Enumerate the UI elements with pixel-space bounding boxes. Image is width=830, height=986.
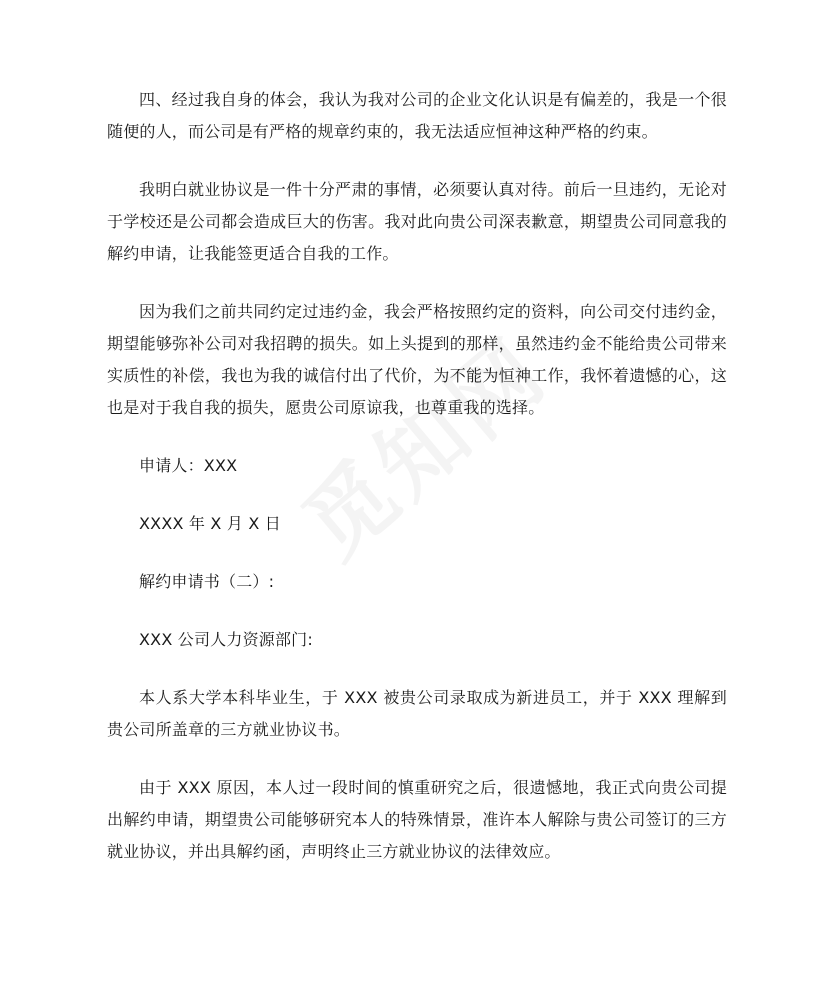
- date-line: XXXX 年 X 月 X 日: [139, 514, 281, 533]
- applicant-line: 申请人：XXX: [139, 456, 238, 475]
- paragraph-culture-mismatch: 四、经过我自身的体会，我认为我对公司的企业文化认识是有偏差的，我是一个很随便的人，而公司是有严格的规章约束的，我无法适应恒神这种严格的约束。: [107, 90, 727, 141]
- paragraph-hiring-info: 本人系大学本科毕业生，于 XXX 被贵公司录取成为新进员工，并于 XXX 理解到贵公司所盖章的三方就业协议书。: [107, 688, 727, 739]
- paragraph-penalty-payment: 因为我们之前共同约定过违约金，我会严格按照约定的资料，向公司交付违约金，期望能够弥补公司对我招聘的损失。如上头提到的那样，虽然违约金不能给贵公司带来实质性的补偿，我也为我的诚信付出了代价，为不能为恒神工作，我怀着遗憾的心，这也是对于我自我的损失，愿贵公司原谅我，也尊重我的选择。: [107, 302, 727, 417]
- paragraph-termination-request: 由于 XXX 原因，本人过一段时间的慎重研究之后，很遗憾地，我正式向贵公司提出解约申请，期望贵公司能够研究本人的特殊情景，准许本人解除与贵公司签订的三方就业协议，并出具解约函，声明终止三方就业协议的法律效应。: [107, 778, 727, 861]
- recipient-line: XXX 公司人力资源部门:: [139, 630, 313, 649]
- section-title-two: 解约申请书（二）:: [139, 572, 275, 591]
- document-body: [107, 84, 727, 894]
- paragraph-agreement-serious: 我明白就业协议是一件十分严肃的事情，必须要认真对待。前后一旦违约，无论对于学校还是公司都会造成巨大的伤害。我对此向贵公司深表歉意，期望贵公司同意我的解约申请，让我能签更适合自我的工作。: [107, 180, 727, 263]
